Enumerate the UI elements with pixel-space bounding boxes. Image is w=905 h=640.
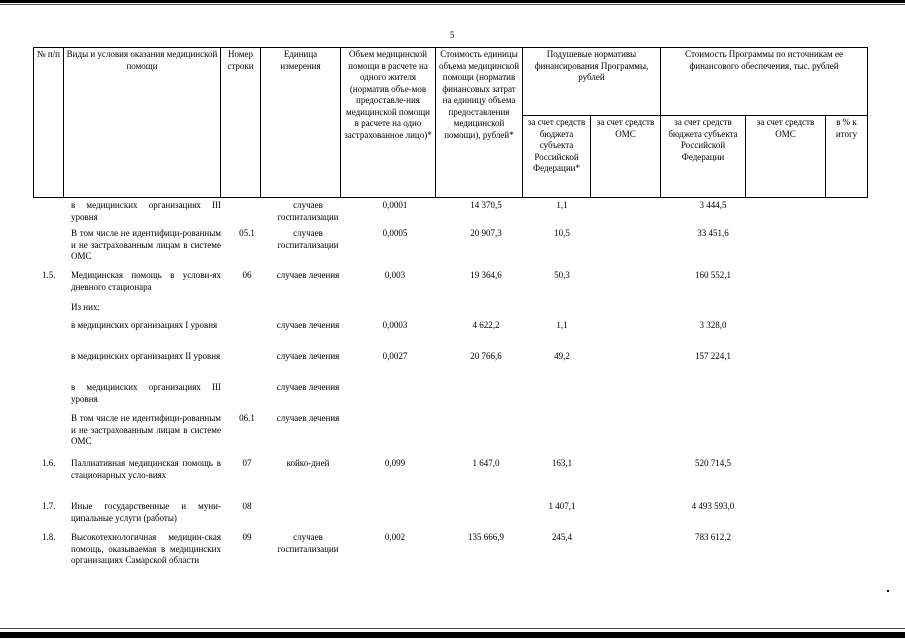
row-total: 520 714,5 — [695, 458, 731, 468]
header-sub-budget: за счет средств бюджета субъекта Российской Федерации* — [523, 116, 591, 198]
row-volume: 0,099 — [384, 458, 406, 468]
row-volume: 0,0001 — [382, 200, 408, 210]
row-name: В том числе не идентифици-рованным и не застрахованным лицам в системе ОМС — [71, 228, 221, 261]
row-num: 1.6. — [42, 458, 56, 468]
scan-border-top — [0, 0, 905, 3]
scan-speck — [887, 590, 889, 592]
row-percapita: 49,2 — [554, 351, 570, 361]
header-row-number: Номер строки — [221, 48, 261, 198]
page-number: 5 — [450, 30, 455, 40]
row-num: 1.5. — [42, 270, 56, 280]
row-code: 05.1 — [239, 228, 255, 238]
row-volume: 0,0005 — [382, 228, 408, 238]
row-volume: 0,003 — [384, 270, 406, 280]
header-unit: Единица измерения — [261, 48, 341, 198]
header-sub-oms: за счет средств ОМС — [591, 116, 661, 198]
row-name: Высокотехнологичная медицин-ская помощь, оказываемая в медицинских организациях Самарской области — [71, 532, 221, 565]
row-percapita: 50,3 — [554, 270, 570, 280]
row-cost: 4 622,2 — [472, 320, 500, 330]
header-sub-prog-budget: за счет средств бюджета субъекта Российской Федерации — [661, 116, 746, 198]
row-code: 06 — [242, 270, 252, 280]
row-total: 783 612,2 — [695, 532, 731, 542]
scan-border-top-line — [0, 4, 905, 5]
scan-border-bottom-line — [0, 628, 905, 629]
row-name: Медицинская помощь в услови-ях дневного стационара — [71, 270, 221, 292]
row-cost: 1 647,0 — [472, 458, 500, 468]
header-program: Стоимость Программы по источникам ее финансового обеспечения, тыс. рублей — [661, 48, 868, 116]
row-unit: случаев лечения — [276, 270, 340, 280]
row-total: 3 328,0 — [699, 320, 727, 330]
row-percapita: 10,5 — [554, 228, 570, 238]
row-unit: случаев госпитализации — [277, 200, 339, 222]
row-unit: койко-дней — [286, 458, 330, 468]
scan-border-bottom — [0, 632, 905, 638]
row-name: Паллиативная медицинская помощь в стационарных усло-виях — [71, 458, 221, 480]
row-volume: 0,0027 — [382, 351, 408, 361]
row-cost: 20 907,3 — [470, 228, 502, 238]
row-name: Иные государственные и муни-ципальные услуги (работы) — [71, 501, 221, 523]
row-percapita: 245,4 — [551, 532, 573, 542]
row-name: В том числе не идентифици-рованным и не застрахованным лицам в системе ОМС — [71, 413, 221, 446]
row-unit: случаев лечения — [276, 413, 340, 423]
row-name: в медицинских организациях II уровня — [71, 351, 221, 361]
row-unit: случаев лечения — [276, 382, 340, 392]
row-cost: 135 666,9 — [468, 532, 504, 542]
header-percapita: Подушевые нормативы финансирования Программы, рублей — [523, 48, 661, 116]
row-percapita: 1,1 — [556, 200, 568, 210]
header-sub-prog-pct: в % к итогу — [826, 116, 868, 198]
row-name: в медицинских организациях III уровня — [71, 382, 221, 404]
row-unit: случаев госпитализации — [277, 228, 339, 250]
row-cost: 20 766,6 — [470, 351, 502, 361]
row-code: 09 — [242, 532, 252, 542]
table-header — [33, 47, 868, 198]
row-num: 1.8. — [42, 532, 56, 542]
row-code: 06.1 — [239, 413, 255, 423]
header-sub-prog-oms: за счет средств ОМС — [746, 116, 826, 198]
row-name: Из них: — [71, 302, 100, 312]
row-total: 3 444,5 — [699, 200, 727, 210]
row-volume: 0,0003 — [382, 320, 408, 330]
row-name: в медицинских организациях III уровня — [71, 200, 221, 222]
header-num: № п/п — [34, 48, 64, 198]
row-unit: случаев лечения — [276, 320, 340, 330]
row-total: 4 493 593,0 — [691, 501, 735, 511]
row-volume: 0,002 — [384, 532, 406, 542]
row-unit: случаев лечения — [276, 351, 340, 361]
header-volume: Объем медицинской помощи в расчете на одного жителя (норматив объе-мов предоставле-ния медицинской помощи в расчете на одно застрахованное лицо)* — [341, 48, 436, 198]
row-unit: случаев госпитализации — [277, 532, 339, 554]
header-type: Виды и условия оказания медицинской помощи — [64, 48, 221, 198]
row-total: 160 552,1 — [695, 270, 731, 280]
row-total: 33 451,6 — [697, 228, 729, 238]
row-percapita: 1,1 — [556, 320, 568, 330]
row-cost: 19 364,6 — [470, 270, 502, 280]
row-percapita: 1 407,1 — [548, 501, 576, 511]
row-cost: 14 370,5 — [470, 200, 502, 210]
row-name: в медицинских организациях I уровня — [71, 320, 218, 330]
header-cost: Стоимость единицы объема медицинской помощи (норматив финансовых затрат на единицу объема предоставления медицинской помощи), рублей* — [436, 48, 523, 198]
row-code: 07 — [242, 458, 252, 468]
row-total: 157 224,1 — [695, 351, 731, 361]
row-num: 1.7. — [42, 501, 56, 511]
row-code: 08 — [242, 501, 252, 511]
row-percapita: 163,1 — [551, 458, 573, 468]
